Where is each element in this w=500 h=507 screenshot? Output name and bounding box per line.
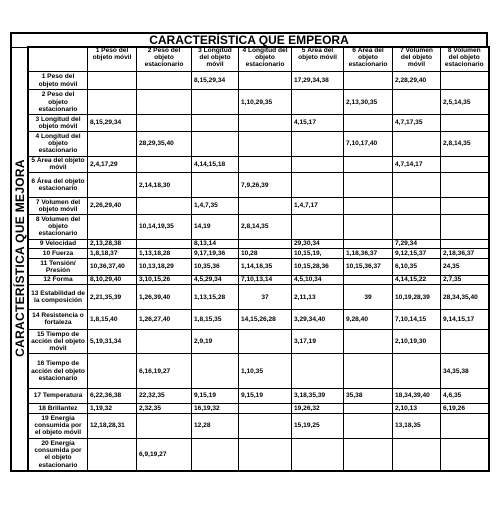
matrix-cell [441, 214, 489, 239]
matrix-cell [344, 404, 393, 414]
side-axis-label-text: CARACTERÍSTICA QUE MEJORA [12, 159, 27, 357]
matrix-cell: 10,14,19,35 [137, 214, 192, 239]
matrix-cell: 4,7,17,35 [393, 115, 441, 132]
table-title: CARACTERÍSTICA QUE EMPEORA [10, 32, 488, 48]
matrix-cell: 6,10,35 [393, 258, 441, 275]
column-header: 5 Área del objeto móvil [292, 47, 344, 72]
table-row [29, 115, 489, 132]
matrix-cell: 1,10,29,35 [239, 90, 292, 115]
matrix-cell: 2,26,29,40 [88, 198, 137, 215]
row-header: 12 Forma [29, 275, 88, 285]
matrix-cell: 1,14,16,35 [239, 258, 292, 275]
matrix-cell: 2,10,13 [393, 404, 441, 414]
matrix-cell: 2,7,35 [441, 275, 489, 285]
matrix-cell: 10,13,18,29 [137, 258, 192, 275]
matrix-cell: 12,18,28,31 [88, 413, 137, 438]
matrix-cell [239, 72, 292, 90]
row-header: 4 Longitud del objeto estacionario [29, 131, 88, 156]
matrix-cell: 1,18,36,37 [344, 249, 393, 259]
matrix-cell [88, 90, 137, 115]
matrix-cell [137, 156, 192, 173]
matrix-cell: 9,12,15,37 [393, 249, 441, 259]
table-row [29, 156, 489, 173]
matrix-cell [239, 198, 292, 215]
matrix-cell: 1,26,27,40 [137, 310, 192, 329]
column-header: 3 Longitud del objeto móvil [192, 47, 239, 72]
matrix-cell [239, 156, 292, 173]
matrix-cell: 1,13,15,28 [192, 285, 239, 310]
column-header: 4 Longitud del objeto estacionario [239, 47, 292, 72]
matrix-cell: 4,14,15,22 [393, 275, 441, 285]
matrix-cell: 6,22,36,38 [88, 388, 137, 403]
contradiction-matrix [28, 46, 490, 472]
row-header: 8 Volumen del objeto estacionario [29, 214, 88, 239]
matrix-cell: 2,11,13 [292, 285, 344, 310]
matrix-cell: 1,4,7,35 [192, 198, 239, 215]
matrix-cell: 19,26,32 [292, 404, 344, 414]
column-header: 2 Peso del objeto estacionario [137, 47, 192, 72]
column-header: 6 Área del objeto estacionario [344, 47, 393, 72]
matrix-cell [441, 438, 489, 471]
matrix-cell [441, 329, 489, 354]
matrix-cell: 14,19 [192, 214, 239, 239]
matrix-cell [292, 354, 344, 389]
row-header: 19 Energía consumida por el objeto móvil [29, 413, 88, 438]
table-row [29, 285, 489, 310]
matrix-cell: 10,35,36 [192, 258, 239, 275]
matrix-cell: 7,10,13,14 [239, 275, 292, 285]
matrix-cell [192, 90, 239, 115]
table-row [29, 249, 489, 259]
matrix-cell: 2,10,19,30 [393, 329, 441, 354]
matrix-cell: 13,18,35 [393, 413, 441, 438]
side-axis-label [10, 46, 28, 472]
matrix-cell [344, 156, 393, 173]
row-header: 10 Fuerza [29, 249, 88, 259]
matrix-cell [239, 404, 292, 414]
matrix-cell: 28,34,35,40 [441, 285, 489, 310]
row-header: 6 Área del objeto estacionario [29, 173, 88, 198]
matrix-cell [393, 90, 441, 115]
table-row [29, 198, 489, 215]
matrix-cell: 1,8,15,40 [88, 310, 137, 329]
matrix-cell: 7,10,14,15 [393, 310, 441, 329]
matrix-cell: 29,30,34 [292, 239, 344, 249]
column-header: 7 Volumen del objeto móvil [393, 47, 441, 72]
row-header: 20 Energía consumida por el objeto estacionario [29, 438, 88, 471]
matrix-cell: 8,15,29,34 [88, 115, 137, 132]
matrix-cell [344, 72, 393, 90]
matrix-cell: 17,29,34,38 [292, 72, 344, 90]
matrix-cell [192, 173, 239, 198]
matrix-cell: 9,14,15,17 [441, 310, 489, 329]
matrix-cell: 1,26,39,40 [137, 285, 192, 310]
matrix-cell: 3,17,19 [292, 329, 344, 354]
matrix-cell: 8,13,14 [192, 239, 239, 249]
row-header: 18 Brillantez [29, 404, 88, 414]
matrix-cell [292, 156, 344, 173]
matrix-cell: 1,4,7,17 [292, 198, 344, 215]
matrix-cell: 1,8,18,37 [88, 249, 137, 259]
matrix-cell [88, 173, 137, 198]
matrix-cell [192, 131, 239, 156]
matrix-cell: 4,6,35 [441, 388, 489, 403]
matrix-cell [137, 115, 192, 132]
matrix-cell: 2,28,29,40 [393, 72, 441, 90]
matrix-cell [88, 72, 137, 90]
matrix-cell: 22,32,35 [137, 388, 192, 403]
matrix-cell [292, 173, 344, 198]
row-header: 11 Tensión/ Presión [29, 258, 88, 275]
matrix-cell [239, 329, 292, 354]
row-header: 2 Peso del objeto estacionario [29, 90, 88, 115]
matrix-cell: 10,15,28,36 [292, 258, 344, 275]
matrix-cell: 9,28,40 [344, 310, 393, 329]
matrix-cell [344, 173, 393, 198]
matrix-cell: 24,35 [441, 258, 489, 275]
matrix-cell: 1,13,18,28 [137, 249, 192, 259]
row-header: 17 Temperatura [29, 388, 88, 403]
matrix-cell: 2,13,30,35 [344, 90, 393, 115]
row-header: 16 Tiempo de acción del objeto estacionario [29, 354, 88, 389]
table-row [29, 329, 489, 354]
matrix-cell [88, 131, 137, 156]
matrix-cell: 9,15,19 [239, 388, 292, 403]
matrix-cell: 3,29,34,40 [292, 310, 344, 329]
table-row [29, 131, 489, 156]
matrix-cell [393, 214, 441, 239]
matrix-cell [292, 131, 344, 156]
matrix-cell: 7,10,17,40 [344, 131, 393, 156]
row-header: 3 Longitud del objeto móvil [29, 115, 88, 132]
matrix-cell: 8,10,29,40 [88, 275, 137, 285]
matrix-cell [441, 72, 489, 90]
matrix-cell [393, 198, 441, 215]
matrix-cell: 10,36,37,40 [88, 258, 137, 275]
matrix-cell [344, 413, 393, 438]
matrix-cell: 1,19,32 [88, 404, 137, 414]
matrix-cell: 12,28 [192, 413, 239, 438]
matrix-cell: 4,14,15,18 [192, 156, 239, 173]
table-row [29, 173, 489, 198]
column-header: 8 Volumen del objeto estacionario [441, 47, 489, 72]
matrix-cell: 28,29,35,40 [137, 131, 192, 156]
matrix-cell [137, 413, 192, 438]
matrix-cell: 15,19,25 [292, 413, 344, 438]
matrix-cell [239, 115, 292, 132]
row-header: 9 Velocidad [29, 239, 88, 249]
matrix-cell [292, 438, 344, 471]
matrix-cell [393, 131, 441, 156]
matrix-cell: 10,15,36,37 [344, 258, 393, 275]
matrix-cell: 7,9,26,39 [239, 173, 292, 198]
matrix-cell [344, 438, 393, 471]
matrix-cell: 4,15,17 [292, 115, 344, 132]
matrix-cell [393, 173, 441, 198]
matrix-cell [441, 413, 489, 438]
row-header: 13 Estabilidad de la composición [29, 285, 88, 310]
row-header: 14 Resistencia o fortaleza [29, 310, 88, 329]
matrix-cell: 2,8,14,35 [239, 214, 292, 239]
matrix-cell: 18,34,39,40 [393, 388, 441, 403]
matrix-cell [239, 413, 292, 438]
matrix-cell: 1,10,35 [239, 354, 292, 389]
matrix-cell [344, 198, 393, 215]
matrix-cell: 6,9,19,27 [137, 438, 192, 471]
matrix-cell [393, 438, 441, 471]
matrix-cell [88, 214, 137, 239]
matrix-cell [239, 239, 292, 249]
matrix-cell: 2,13,28,38 [88, 239, 137, 249]
table-row [29, 438, 489, 471]
row-header: 7 Volumen del objeto móvil [29, 198, 88, 215]
table-row [29, 413, 489, 438]
matrix-cell: 6,16,19,27 [137, 354, 192, 389]
matrix-cell: 34,35,38 [441, 354, 489, 389]
matrix-cell: 4,5,10,34 [292, 275, 344, 285]
table-row [29, 310, 489, 329]
matrix-cell: 2,8,14,35 [441, 131, 489, 156]
matrix-cell [292, 90, 344, 115]
matrix-cell: 2,32,35 [137, 404, 192, 414]
matrix-cell [137, 72, 192, 90]
matrix-cell [344, 214, 393, 239]
matrix-cell: 9,17,19,36 [192, 249, 239, 259]
matrix-cell: 4,7,14,17 [393, 156, 441, 173]
matrix-cell [88, 354, 137, 389]
matrix-cell: 16,19,32 [192, 404, 239, 414]
table-row [29, 90, 489, 115]
matrix-cell [441, 156, 489, 173]
matrix-cell [441, 115, 489, 132]
matrix-cell: 8,15,29,34 [192, 72, 239, 90]
matrix-cell: 2,9,19 [192, 329, 239, 354]
matrix-cell: 2,18,36,37 [441, 249, 489, 259]
matrix-cell [344, 115, 393, 132]
matrix-cell: 5,19,31,34 [88, 329, 137, 354]
matrix-cell: 14,15,26,28 [239, 310, 292, 329]
table-row [29, 404, 489, 414]
table-row [29, 354, 489, 389]
matrix-cell: 37 [239, 285, 292, 310]
matrix-cell [137, 329, 192, 354]
matrix-cell [137, 239, 192, 249]
column-header: 1 Peso del objeto móvil [88, 47, 137, 72]
matrix-cell [344, 329, 393, 354]
matrix-cell: 39 [344, 285, 393, 310]
table-row [29, 214, 489, 239]
matrix-cell [137, 90, 192, 115]
matrix-cell [344, 275, 393, 285]
matrix-cell: 3,10,15,26 [137, 275, 192, 285]
matrix-cell: 2,5,14,35 [441, 90, 489, 115]
matrix-cell: 1,8,15,35 [192, 310, 239, 329]
matrix-cell: 3,18,35,39 [292, 388, 344, 403]
row-header: 5 Área del objeto móvil [29, 156, 88, 173]
matrix-cell [239, 131, 292, 156]
matrix-cell [292, 214, 344, 239]
row-header: 15 Tiempo de acción del objeto móvil [29, 329, 88, 354]
matrix-cell [441, 198, 489, 215]
matrix-cell: 6,19,26 [441, 404, 489, 414]
table-row [29, 258, 489, 275]
table-row [29, 388, 489, 403]
table-row [29, 72, 489, 90]
matrix-cell: 4,5,29,34 [192, 275, 239, 285]
matrix-cell: 10,15,19, [292, 249, 344, 259]
matrix-cell [88, 438, 137, 471]
matrix-cell [441, 173, 489, 198]
table-row [29, 239, 489, 249]
matrix-cell [192, 354, 239, 389]
matrix-cell [192, 115, 239, 132]
matrix-cell [441, 239, 489, 249]
matrix-cell: 2,14,18,30 [137, 173, 192, 198]
row-header: 1 Peso del objeto móvil [29, 72, 88, 90]
matrix-cell [239, 438, 292, 471]
matrix-cell: 7,29,34 [393, 239, 441, 249]
matrix-cell [344, 239, 393, 249]
matrix-cell: 2,4,17,29 [88, 156, 137, 173]
matrix-cell: 10,28 [239, 249, 292, 259]
matrix-cell [393, 354, 441, 389]
matrix-cell: 10,19,28,39 [393, 285, 441, 310]
matrix-cell: 9,15,19 [192, 388, 239, 403]
matrix-cell: 35,38 [344, 388, 393, 403]
corner-cell [29, 47, 88, 72]
matrix-cell: 2,21,35,39 [88, 285, 137, 310]
matrix-cell [192, 438, 239, 471]
matrix-cell [137, 198, 192, 215]
matrix-cell [344, 354, 393, 389]
table-row [29, 275, 489, 285]
